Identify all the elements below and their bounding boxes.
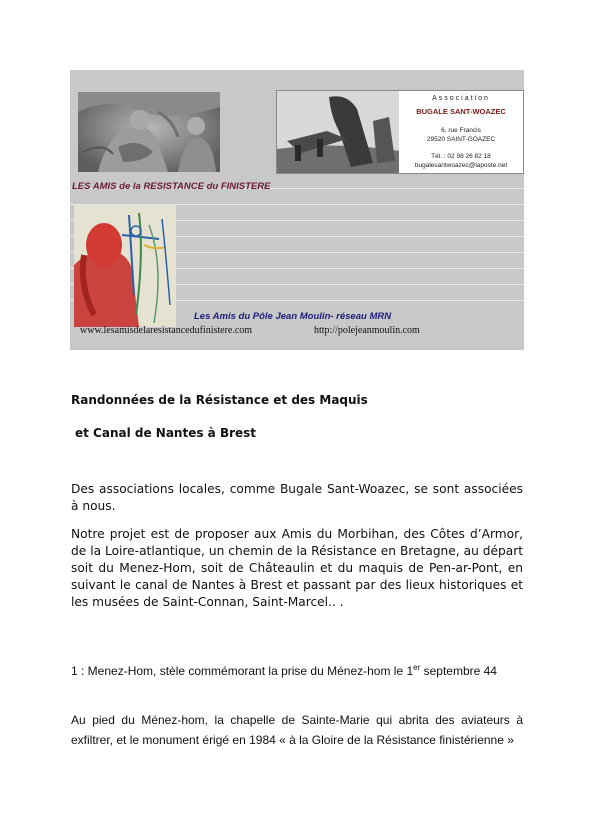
amis-finistere-label: LES AMIS de la RESISTANCE du FINISTERE [72,181,271,192]
paragraph-chapelle: Au pied du Ménez-hom, la chapelle de Sainte-Marie qui abrita des aviateurs à exfiltrer, et le monument érigé en 1984 « à la Gloire de la Résistance finistérienne » [71,713,523,747]
association-address-street: 6, rue Francis [441,127,481,134]
item-menez-hom [71,661,523,681]
association-label: Association [432,95,490,102]
document-title-line-2: et Canal de Nantes à Brest [75,426,257,440]
relief-sculpture-image [78,92,220,172]
document-title-line-1: Randonnées de la Résistance et des Maquis [71,393,368,407]
letterhead-banner [70,70,524,350]
megalith-photo [277,91,399,173]
url-pole-jean-moulin[interactable]: http://polejeanmoulin.com [314,325,420,336]
item-menez-hom-text: 1 : Menez-Hom, stèle commémorant la prise du Ménez-hom le 1 [71,664,414,678]
item-menez-hom-date: septembre 44 [420,664,497,678]
item-menez-hom-ordinal: er [413,663,421,672]
paragraph-project: Notre projet est de proposer aux Amis du Morbihan, des Côtes d’Armor, de la Loire-atlantique, un chemin de la Résistance en Bretagne, au départ soit du Menez-Hom, soit de Châteaulin et du maquis de Pen-ar-Pont, en suivant le canal de Nantes à Brest et passant par des lieux historiques et les musées de Saint-Connan, Saint-Marcel.. . [71,527,523,609]
association-name: BUGALE SANT-WOAZEC [416,107,506,116]
paragraph-associations: Des associations locales, comme Bugale Sant-Woazec, se sont associées à nous. [71,482,523,513]
association-card [276,90,524,174]
association-contact [401,95,521,170]
association-phone: Tél. : 02 98 26 82 18 [431,153,491,160]
painting-image [74,205,176,327]
association-email: bugalesantwoazec@laposte.net [414,162,508,169]
url-amis-resistance[interactable]: www.lesamisdelaresistancedufinistere.com [80,325,253,336]
association-address-city: 29520 SAINT-GOAZEC [426,136,496,143]
pole-jean-moulin-label: Les Amis du Pôle Jean Moulin- réseau MRN [194,311,392,322]
